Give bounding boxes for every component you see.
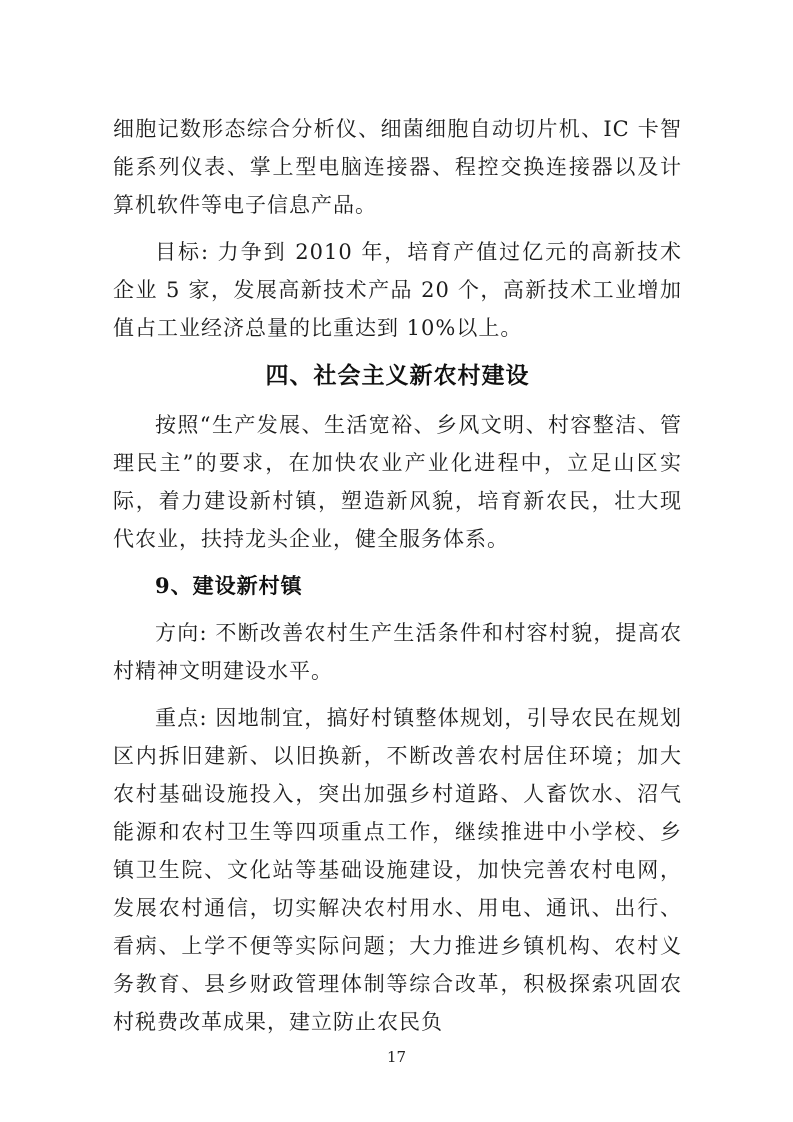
paragraph-focus: 重点: 因地制宜，搞好村镇整体规划，引导农民在规划区内拆旧建新、以旧换新，不断改善农村居住环境；加大农村基础设施投入，突出加强乡村道路、人畜饮水、沼气能源和农村卫生等四项重点工作，继续推进中小学校、乡镇卫生院、文化站等基础设施建设，加快完善农村电网，发展农村通信，切实解决农村用水、用电、通讯、出行、看病、上学不便等实际问题；大力推进乡镇机构、农村义务教育、县乡财政管理体制等综合改革，积极探索巩固农村税费改革成果，建立防止农民负 (113, 706, 682, 1034)
subsection-heading: 9、建设新村镇 (155, 573, 303, 598)
section-heading: 四、社会主义新农村建设 (265, 363, 530, 389)
paragraph-direction: 方向: 不断改善农村生产生活条件和村容村貌，提高农村精神文明建设水平。 (113, 621, 682, 683)
page-number: 17 (386, 1048, 407, 1066)
paragraph-products-continuation: 细胞记数形态综合分析仪、细菌细胞自动切片机、IC 卡智能系列仪表、掌上型电脑连接器、程控交换连接器以及计算机软件等电子信息产品。 (113, 117, 682, 217)
paragraph-rural-overview: 按照“生产发展、生活宽裕、乡风文明、村容整洁、管理民主”的要求，在加快农业产业化进程中，立足山区实际，着力建设新村镇，塑造新风貌，培育新农民，壮大现代农业，扶持龙头企业，健全服务体系。 (113, 413, 682, 551)
paragraph-goal: 目标: 力争到 2010 年，培育产值过亿元的高新技术企业 5 家，发展高新技术产品 20 个，高新技术工业增加值占工业经济总量的比重达到 10%以上。 (113, 240, 682, 340)
